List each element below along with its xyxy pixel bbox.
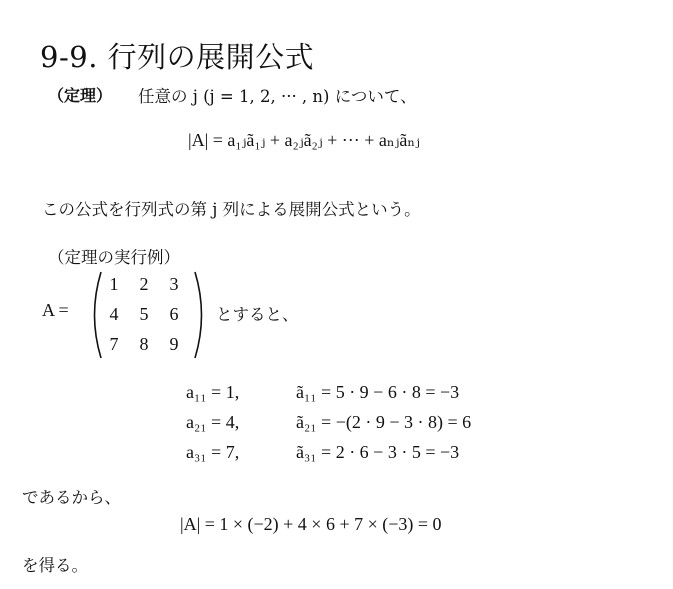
row-rhs: ã₁₁ = 5 · 9 − 6 · 8 = −3 — [296, 382, 460, 402]
matrix-cell: 6 — [169, 304, 179, 324]
matrix-cell: 9 — [169, 334, 179, 354]
matrix-cell: 4 — [109, 304, 119, 324]
row-rhs: ã₂₁ = −(2 · 9 − 3 · 8) = 6 — [296, 412, 472, 432]
right-paren-icon — [192, 270, 210, 360]
theorem-formula: |A| = a₁ⱼã₁ⱼ + a₂ⱼã₂ⱼ + ··· + aₙⱼãₙⱼ — [188, 130, 420, 150]
theorem-label — [48, 83, 112, 106]
matrix-cell: 7 — [109, 334, 119, 354]
matrix-suffix: とすると、 — [216, 305, 299, 324]
result-formula: |A| = 1 × (−2) + 4 × 6 + 7 × (−3) = 0 — [180, 514, 442, 534]
page-title: 9-9. 行列の展開公式 — [40, 40, 315, 75]
matrix-cell: 1 — [109, 274, 119, 294]
therefore-text: であるから、 — [22, 488, 121, 507]
row-lhs: a₂₁ = 4, — [186, 412, 240, 432]
matrix-cell: 2 — [139, 274, 149, 294]
matrix-name: A = — [42, 300, 69, 320]
row-lhs: a₃₁ = 7, — [186, 442, 240, 462]
theorem-statement: 任意の j (j = 1, 2, ··· , n) について、 — [138, 87, 417, 106]
matrix-cell: 5 — [139, 304, 149, 324]
closing-text: を得る。 — [22, 556, 88, 575]
theorem-label-text: （定理） — [48, 86, 113, 105]
row-lhs: a₁₁ = 1, — [186, 382, 240, 402]
row-rhs: ã₃₁ = 2 · 6 − 3 · 5 = −3 — [296, 442, 460, 462]
definition-text: この公式を行列式の第 j 列による展開公式という。 — [42, 200, 421, 219]
matrix-cell: 8 — [139, 334, 149, 354]
matrix-cell: 3 — [169, 274, 179, 294]
matrix-block — [42, 270, 312, 362]
example-label: （定理の実行例） — [48, 248, 180, 267]
